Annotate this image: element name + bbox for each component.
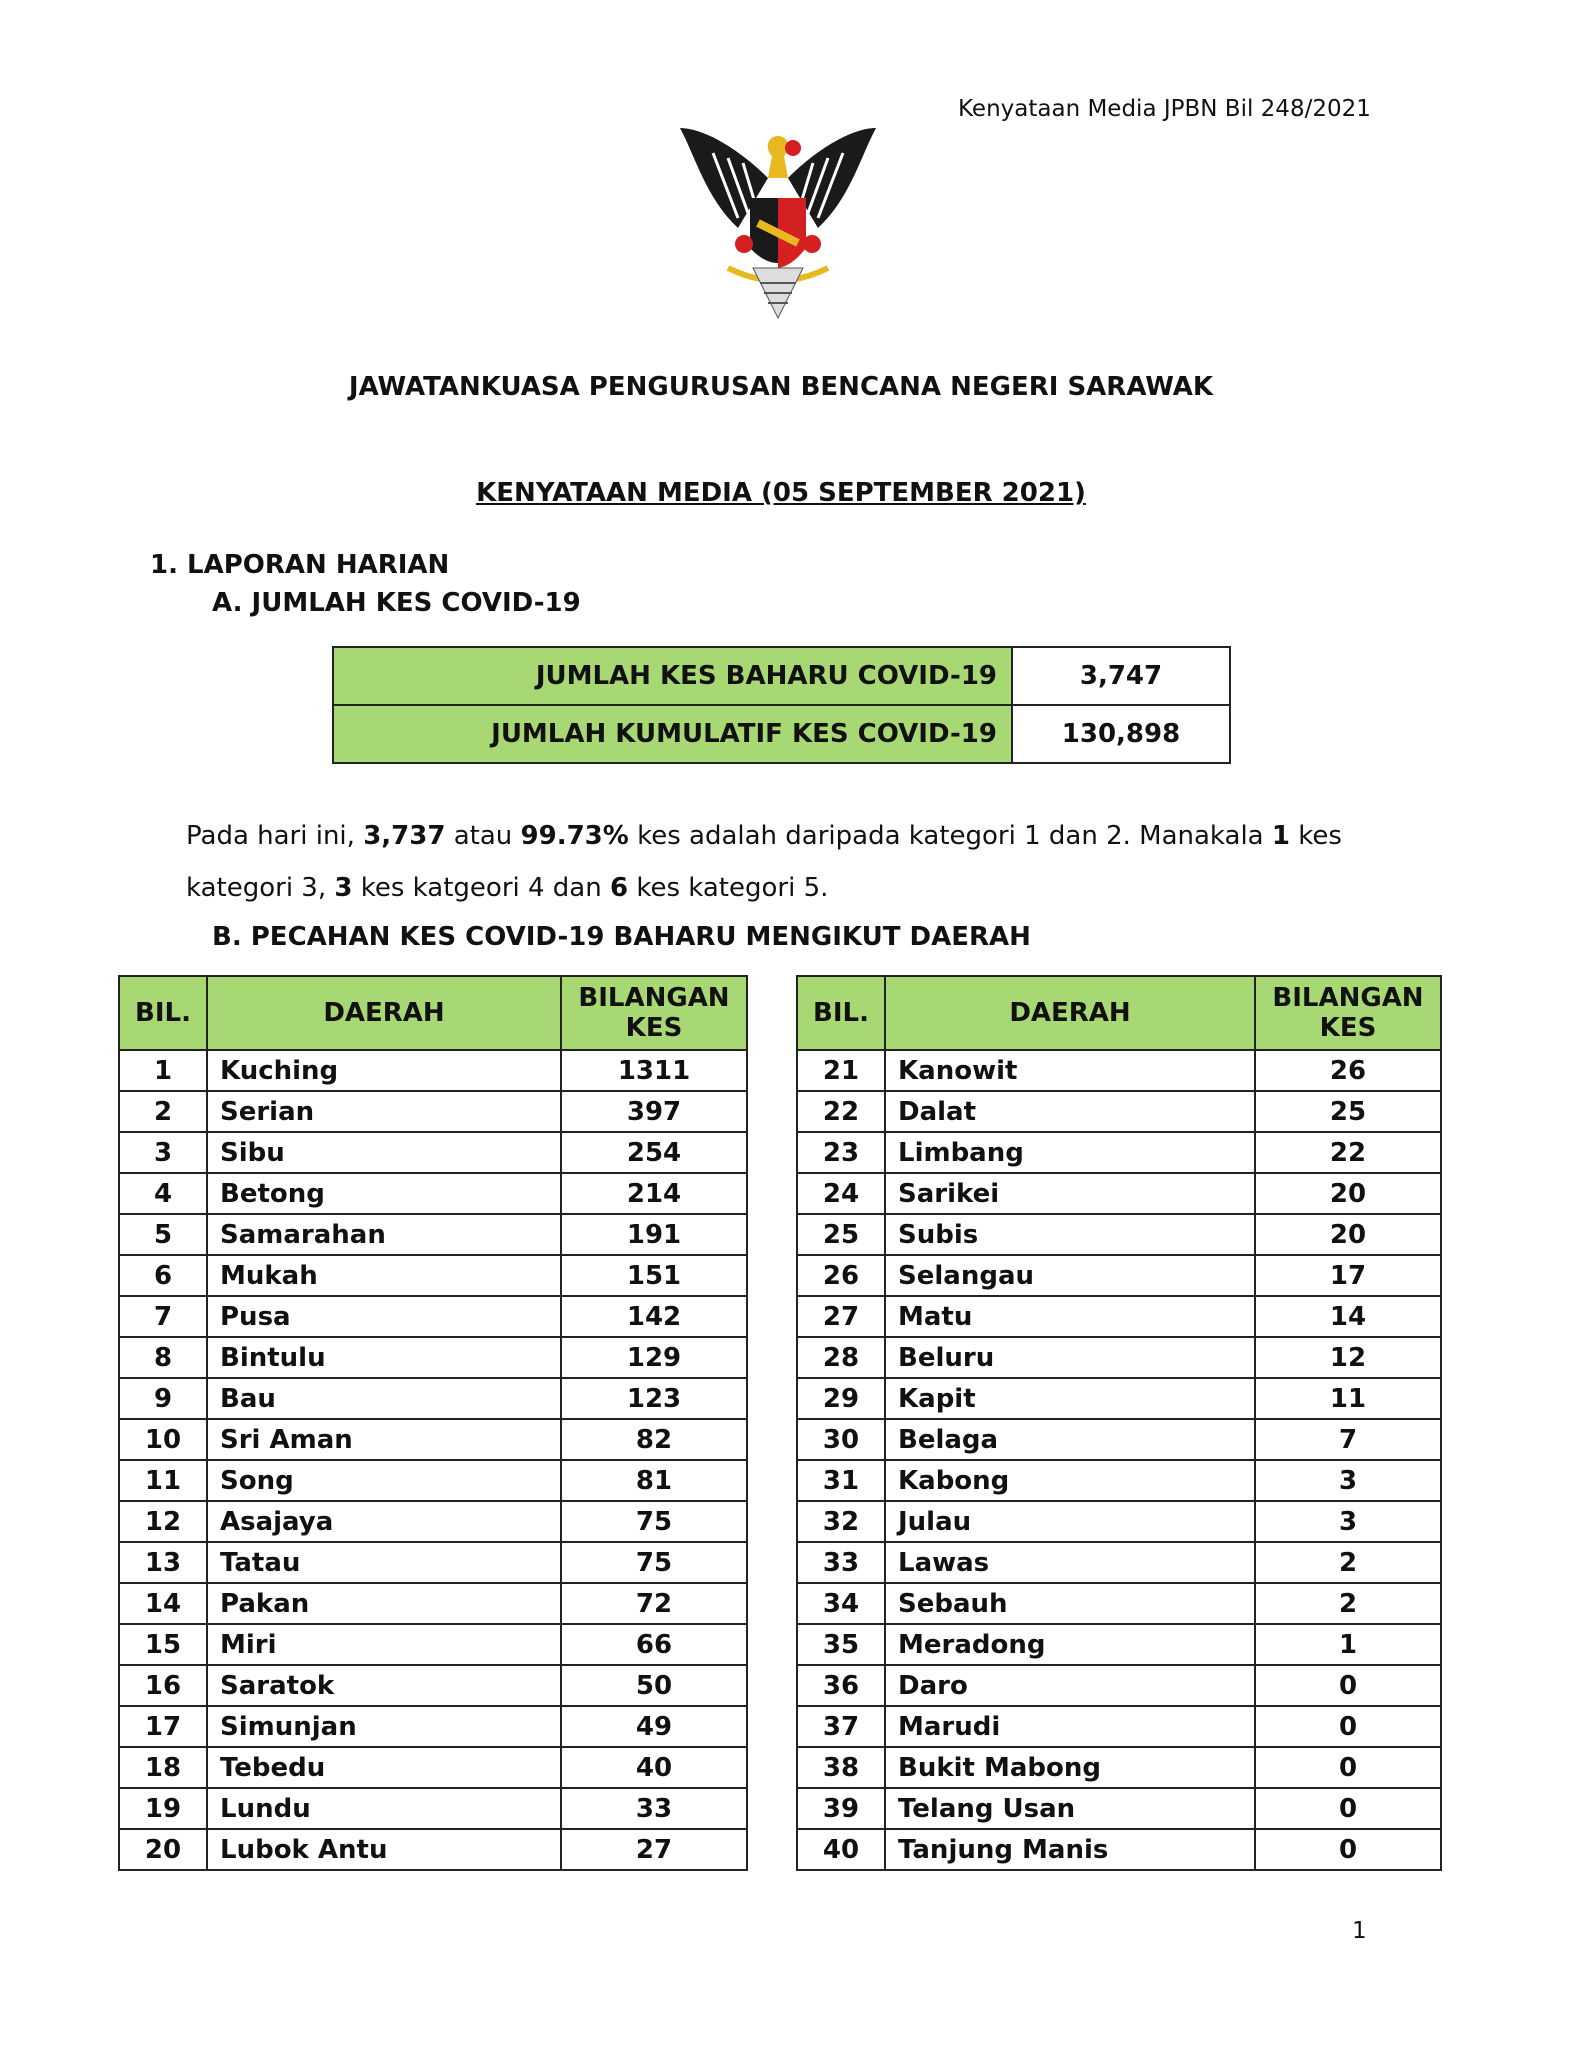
district-name: Kanowit [885, 1050, 1255, 1091]
district-name: Bukit Mabong [885, 1747, 1255, 1788]
district-name: Marudi [885, 1706, 1255, 1747]
case-count: 397 [561, 1091, 747, 1132]
district-number: 3 [119, 1132, 207, 1173]
district-name: Miri [207, 1624, 561, 1665]
table-row [333, 647, 1230, 705]
table-row [119, 1624, 747, 1665]
district-name: Kapit [885, 1378, 1255, 1419]
district-name: Sibu [207, 1132, 561, 1173]
paragraph-bold: 1 [1271, 821, 1290, 851]
media-statement-title: KENYATAAN MEDIA (05 SEPTEMBER 2021) [476, 478, 1086, 508]
case-count: 214 [561, 1173, 747, 1214]
case-count: 191 [561, 1214, 747, 1255]
district-name: Mukah [207, 1255, 561, 1296]
table-row [119, 1788, 747, 1829]
district-table-left [118, 975, 748, 1871]
case-count: 72 [561, 1583, 747, 1624]
table-row [797, 1419, 1441, 1460]
case-count: 254 [561, 1132, 747, 1173]
paragraph-text: kes kategori 5. [628, 873, 829, 903]
case-count: 123 [561, 1378, 747, 1419]
page-number: 1 [1352, 1918, 1367, 1944]
district-number: 40 [797, 1829, 885, 1870]
paragraph-text: Pada hari ini, [186, 821, 364, 851]
district-number: 6 [119, 1255, 207, 1296]
district-number: 8 [119, 1337, 207, 1378]
table-row [797, 1132, 1441, 1173]
paragraph-text: kes kategori 3, [186, 821, 1342, 903]
header-line: KES [625, 1013, 683, 1043]
section-daily-report-heading: 1. LAPORAN HARIAN [150, 550, 450, 580]
table-row [797, 1091, 1441, 1132]
case-count: 0 [1255, 1706, 1441, 1747]
district-number: 38 [797, 1747, 885, 1788]
table-row [797, 1255, 1441, 1296]
district-number: 36 [797, 1665, 885, 1706]
district-name: Limbang [885, 1132, 1255, 1173]
district-number: 23 [797, 1132, 885, 1173]
district-name: Lubok Antu [207, 1829, 561, 1870]
header-line: BILANGAN [1272, 983, 1424, 1013]
document-reference: Kenyataan Media JPBN Bil 248/2021 [958, 96, 1371, 122]
district-number: 15 [119, 1624, 207, 1665]
district-name: Telang Usan [885, 1788, 1255, 1829]
case-count: 27 [561, 1829, 747, 1870]
paragraph-bold: 99.73% [520, 821, 629, 851]
district-name: Sarikei [885, 1173, 1255, 1214]
district-name: Tebedu [207, 1747, 561, 1788]
case-count: 26 [1255, 1050, 1441, 1091]
table-row [119, 1583, 747, 1624]
committee-title: JAWATANKUASA PENGURUSAN BENCANA NEGERI SARAWAK [348, 372, 1214, 402]
table-row [119, 1542, 747, 1583]
case-count: 129 [561, 1337, 747, 1378]
district-name: Saratok [207, 1665, 561, 1706]
table-row [119, 1378, 747, 1419]
table-row [797, 1706, 1441, 1747]
district-number: 9 [119, 1378, 207, 1419]
column-header-bilangan-kes [561, 976, 747, 1050]
district-name: Sebauh [885, 1583, 1255, 1624]
table-row [797, 1050, 1441, 1091]
table-row [797, 1460, 1441, 1501]
table-row [119, 1501, 747, 1542]
case-count: 82 [561, 1419, 747, 1460]
paragraph-bold: 3 [334, 873, 353, 903]
district-number: 25 [797, 1214, 885, 1255]
case-count: 7 [1255, 1419, 1441, 1460]
table-row [119, 1132, 747, 1173]
district-number: 28 [797, 1337, 885, 1378]
table-row [797, 1173, 1441, 1214]
district-number: 16 [119, 1665, 207, 1706]
table-row [797, 1788, 1441, 1829]
header-line: KES [1319, 1013, 1377, 1043]
case-count: 0 [1255, 1665, 1441, 1706]
column-header-daerah: DAERAH [885, 976, 1255, 1050]
district-number: 19 [119, 1788, 207, 1829]
table-row [119, 1665, 747, 1706]
district-name: Beluru [885, 1337, 1255, 1378]
district-name: Meradong [885, 1624, 1255, 1665]
case-count: 0 [1255, 1747, 1441, 1788]
case-count: 1 [1255, 1624, 1441, 1665]
district-name: Serian [207, 1091, 561, 1132]
case-count: 75 [561, 1501, 747, 1542]
district-number: 34 [797, 1583, 885, 1624]
district-number: 21 [797, 1050, 885, 1091]
table-row [797, 1542, 1441, 1583]
table-row [119, 1337, 747, 1378]
case-count: 3 [1255, 1460, 1441, 1501]
case-count: 3 [1255, 1501, 1441, 1542]
column-header-bil: BIL. [119, 976, 207, 1050]
case-count: 25 [1255, 1091, 1441, 1132]
district-number: 30 [797, 1419, 885, 1460]
table-row [119, 1296, 747, 1337]
table-row [119, 1460, 747, 1501]
total-cases-table [332, 646, 1231, 764]
table-row [797, 1583, 1441, 1624]
new-cases-label: JUMLAH KES BAHARU COVID-19 [333, 647, 1012, 705]
table-row [119, 1214, 747, 1255]
district-number: 35 [797, 1624, 885, 1665]
district-name: Subis [885, 1214, 1255, 1255]
header-line: BILANGAN [578, 983, 730, 1013]
case-count: 17 [1255, 1255, 1441, 1296]
table-row [119, 1091, 747, 1132]
table-row [119, 1706, 747, 1747]
district-name: Julau [885, 1501, 1255, 1542]
table-row [797, 1214, 1441, 1255]
category-summary-paragraph [186, 810, 1456, 914]
case-count: 0 [1255, 1788, 1441, 1829]
district-name: Lundu [207, 1788, 561, 1829]
paragraph-text: kes adalah daripada kategori 1 dan 2. Manakala [628, 821, 1272, 851]
district-name: Sri Aman [207, 1419, 561, 1460]
district-name: Tatau [207, 1542, 561, 1583]
table-row [797, 1296, 1441, 1337]
district-number: 33 [797, 1542, 885, 1583]
table-row [119, 1255, 747, 1296]
case-count: 33 [561, 1788, 747, 1829]
district-number: 27 [797, 1296, 885, 1337]
district-name: Dalat [885, 1091, 1255, 1132]
district-name: Kabong [885, 1460, 1255, 1501]
section-total-cases-heading: A. JUMLAH KES COVID-19 [212, 588, 581, 618]
paragraph-bold: 6 [609, 873, 629, 903]
district-number: 31 [797, 1460, 885, 1501]
district-name: Selangau [885, 1255, 1255, 1296]
district-number: 24 [797, 1173, 885, 1214]
table-row [797, 1829, 1441, 1870]
case-count: 14 [1255, 1296, 1441, 1337]
table-row [797, 1337, 1441, 1378]
section-district-breakdown-heading: B. PECAHAN KES COVID-19 BAHARU MENGIKUT DAERAH [212, 922, 1031, 952]
district-number: 10 [119, 1419, 207, 1460]
table-row [797, 1624, 1441, 1665]
case-count: 2 [1255, 1583, 1441, 1624]
table-row [797, 1665, 1441, 1706]
table-header-row [119, 976, 747, 1050]
paragraph-text: kes katgeori 4 dan [352, 873, 610, 903]
district-table-right [796, 975, 1442, 1871]
district-number: 11 [119, 1460, 207, 1501]
district-number: 1 [119, 1050, 207, 1091]
case-count: 50 [561, 1665, 747, 1706]
table-row [119, 1050, 747, 1091]
district-name: Song [207, 1460, 561, 1501]
district-name: Bau [207, 1378, 561, 1419]
district-name: Kuching [207, 1050, 561, 1091]
case-count: 11 [1255, 1378, 1441, 1419]
district-number: 4 [119, 1173, 207, 1214]
table-row [119, 1829, 747, 1870]
district-number: 39 [797, 1788, 885, 1829]
case-count: 142 [561, 1296, 747, 1337]
district-name: Tanjung Manis [885, 1829, 1255, 1870]
paragraph-text: atau [445, 821, 521, 851]
column-header-daerah: DAERAH [207, 976, 561, 1050]
case-count: 1311 [561, 1050, 747, 1091]
district-number: 5 [119, 1214, 207, 1255]
district-name: Belaga [885, 1419, 1255, 1460]
case-count: 12 [1255, 1337, 1441, 1378]
case-count: 75 [561, 1542, 747, 1583]
district-number: 13 [119, 1542, 207, 1583]
district-number: 37 [797, 1706, 885, 1747]
cumulative-cases-label: JUMLAH KUMULATIF KES COVID-19 [333, 705, 1012, 763]
district-name: Matu [885, 1296, 1255, 1337]
district-name: Betong [207, 1173, 561, 1214]
case-count: 0 [1255, 1829, 1441, 1870]
district-number: 32 [797, 1501, 885, 1542]
district-name: Asajaya [207, 1501, 561, 1542]
new-cases-value: 3,747 [1012, 647, 1230, 705]
table-header-row [797, 976, 1441, 1050]
case-count: 20 [1255, 1214, 1441, 1255]
district-name: Daro [885, 1665, 1255, 1706]
district-number: 14 [119, 1583, 207, 1624]
case-count: 22 [1255, 1132, 1441, 1173]
case-count: 2 [1255, 1542, 1441, 1583]
district-number: 17 [119, 1706, 207, 1747]
district-name: Pusa [207, 1296, 561, 1337]
sarawak-coat-of-arms-logo [668, 118, 888, 338]
district-number: 12 [119, 1501, 207, 1542]
table-row [119, 1173, 747, 1214]
district-name: Pakan [207, 1583, 561, 1624]
case-count: 66 [561, 1624, 747, 1665]
district-name: Bintulu [207, 1337, 561, 1378]
district-number: 29 [797, 1378, 885, 1419]
table-row [119, 1747, 747, 1788]
district-name: Lawas [885, 1542, 1255, 1583]
paragraph-bold: 3,737 [363, 821, 446, 851]
table-row [797, 1747, 1441, 1788]
case-count: 49 [561, 1706, 747, 1747]
case-count: 81 [561, 1460, 747, 1501]
case-count: 40 [561, 1747, 747, 1788]
table-row [333, 705, 1230, 763]
cumulative-cases-value: 130,898 [1012, 705, 1230, 763]
district-name: Simunjan [207, 1706, 561, 1747]
case-count: 20 [1255, 1173, 1441, 1214]
district-name: Samarahan [207, 1214, 561, 1255]
district-number: 22 [797, 1091, 885, 1132]
column-header-bil: BIL. [797, 976, 885, 1050]
district-number: 2 [119, 1091, 207, 1132]
table-row [119, 1419, 747, 1460]
table-row [797, 1378, 1441, 1419]
table-row [797, 1501, 1441, 1542]
column-header-bilangan-kes [1255, 976, 1441, 1050]
case-count: 151 [561, 1255, 747, 1296]
district-number: 20 [119, 1829, 207, 1870]
district-number: 18 [119, 1747, 207, 1788]
district-number: 7 [119, 1296, 207, 1337]
district-number: 26 [797, 1255, 885, 1296]
